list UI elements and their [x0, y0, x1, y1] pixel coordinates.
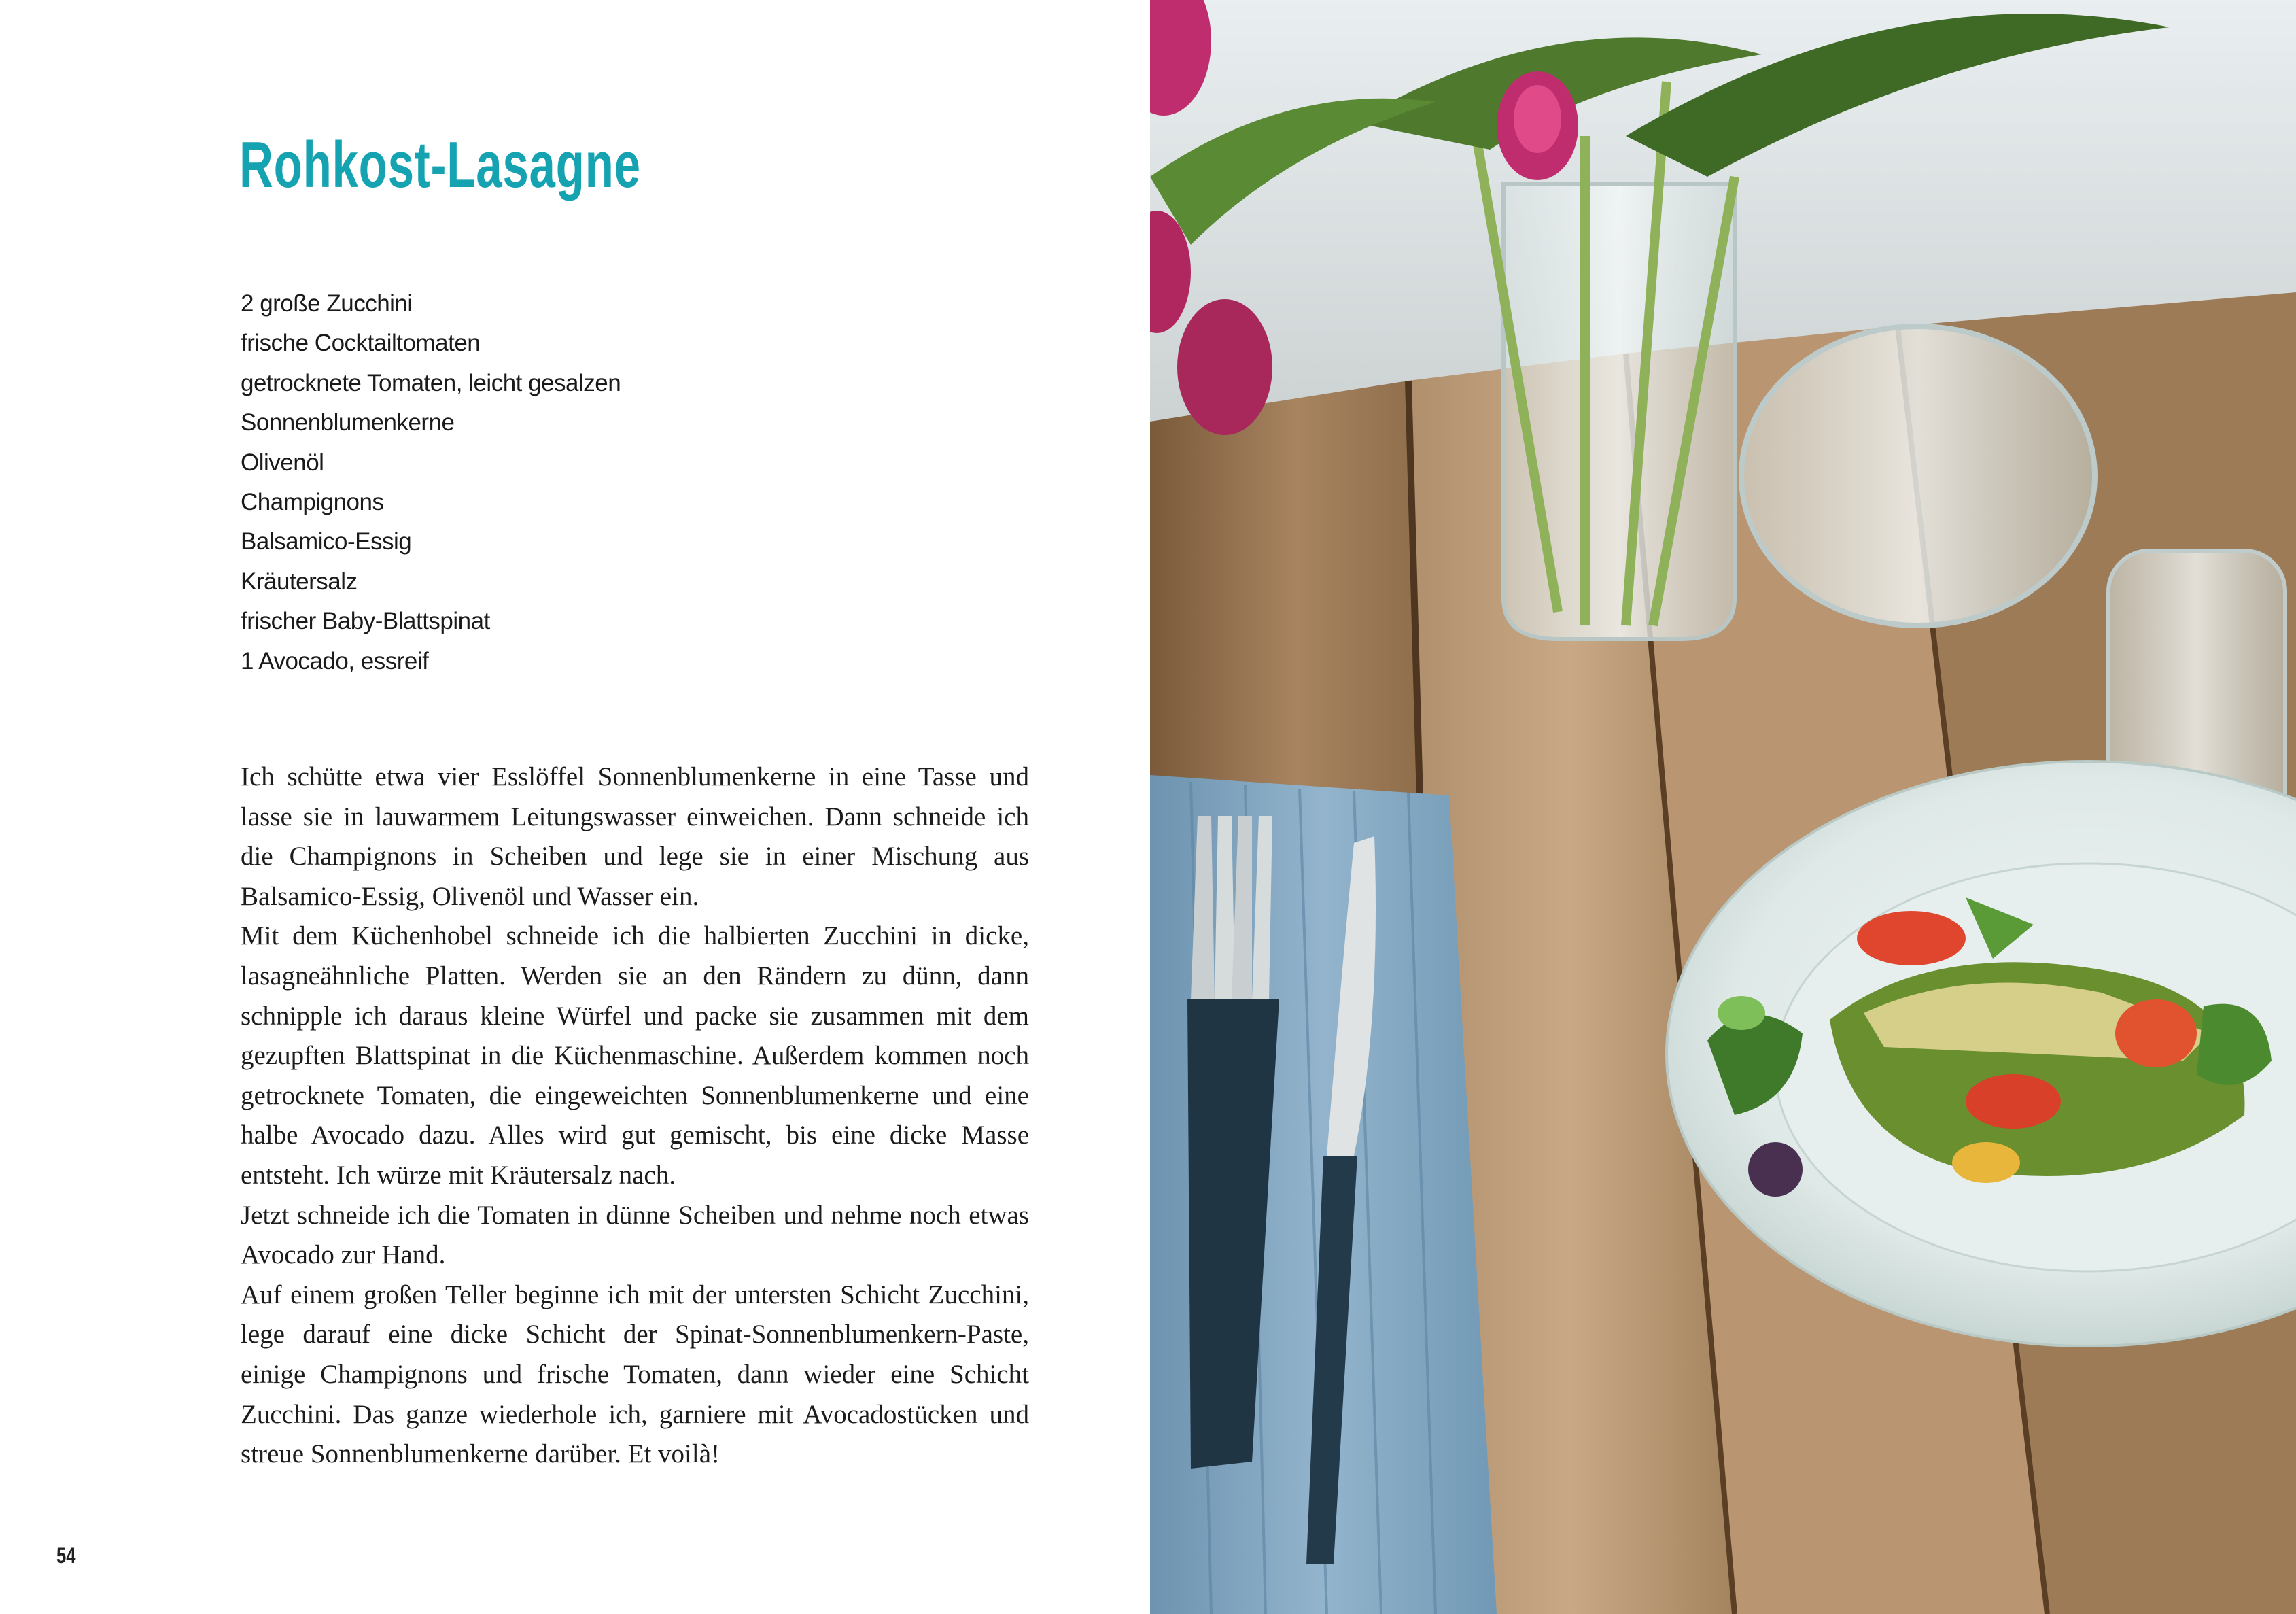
page-number: 54	[56, 1543, 76, 1568]
ingredient-item: Sonnenblumenkerne	[241, 409, 455, 436]
ingredient-item: Kräutersalz	[241, 568, 358, 595]
instruction-paragraph: Mit dem Küchenhobel schneide ich die halbierten Zucchini in dicke, lasagneähnliche Platten. Werden sie an den Rändern zu dünn, dann schnipple ich daraus kleine Würfel und packe sie zusammen mit dem gezupften Blattspinat in die Küchenmaschine. Außerdem kommen noch getrocknete Tomaten, die eingeweichten Sonnenblumenkerne und eine halbe Avocado dazu. Alles wird gut gemischt, bis eine dicke Masse entsteht. Ich würze mit Kräutersalz nach.	[241, 921, 1029, 1190]
ingredient-item: Olivenöl	[241, 449, 324, 476]
ingredient-item: frische Cocktailtomaten	[241, 330, 481, 357]
recipe-instructions	[241, 757, 1029, 1475]
instruction-paragraph: Jetzt schneide ich die Tomaten in dünne Scheiben und nehme noch etwas Avocado zur Hand.	[241, 1200, 1029, 1270]
recipe-title: Rohkost-Lasagne	[239, 128, 641, 201]
ingredient-list	[241, 284, 621, 681]
ingredient-item: 1 Avocado, essreif	[241, 647, 429, 674]
instruction-paragraph: Auf einem großen Teller beginne ich mit der untersten Schicht Zucchini, lege darauf eine dicke Schicht der Spinat-Sonnenblumenkern-Paste, einige Champignons und frische Tomaten, dann wieder eine Schicht Zucchini. Das ganze wiederhole ich, garniere mit Avocadostücken und streue Sonnenblumenkerne darüber. Et voilà!	[241, 1280, 1029, 1469]
ingredient-item: Balsamico-Essig	[241, 528, 412, 555]
ingredient-item: frischer Baby-Blattspinat	[241, 608, 490, 635]
ingredient-item: Champignons	[241, 488, 384, 515]
recipe-photo	[1150, 0, 2296, 1614]
ingredient-item: 2 große Zucchini	[241, 290, 413, 317]
instruction-paragraph: Ich schütte etwa vier Esslöffel Sonnenblumenkerne in eine Tasse und lasse sie in lauwarmem Leitungswasser einweichen. Dann schneide ich die Champignons in Scheiben und lege sie in einer Mischung aus Balsamico-Essig, Olivenöl und Wasser ein.	[241, 762, 1029, 911]
ingredient-item: getrocknete Tomaten, leicht gesalzen	[241, 369, 621, 396]
